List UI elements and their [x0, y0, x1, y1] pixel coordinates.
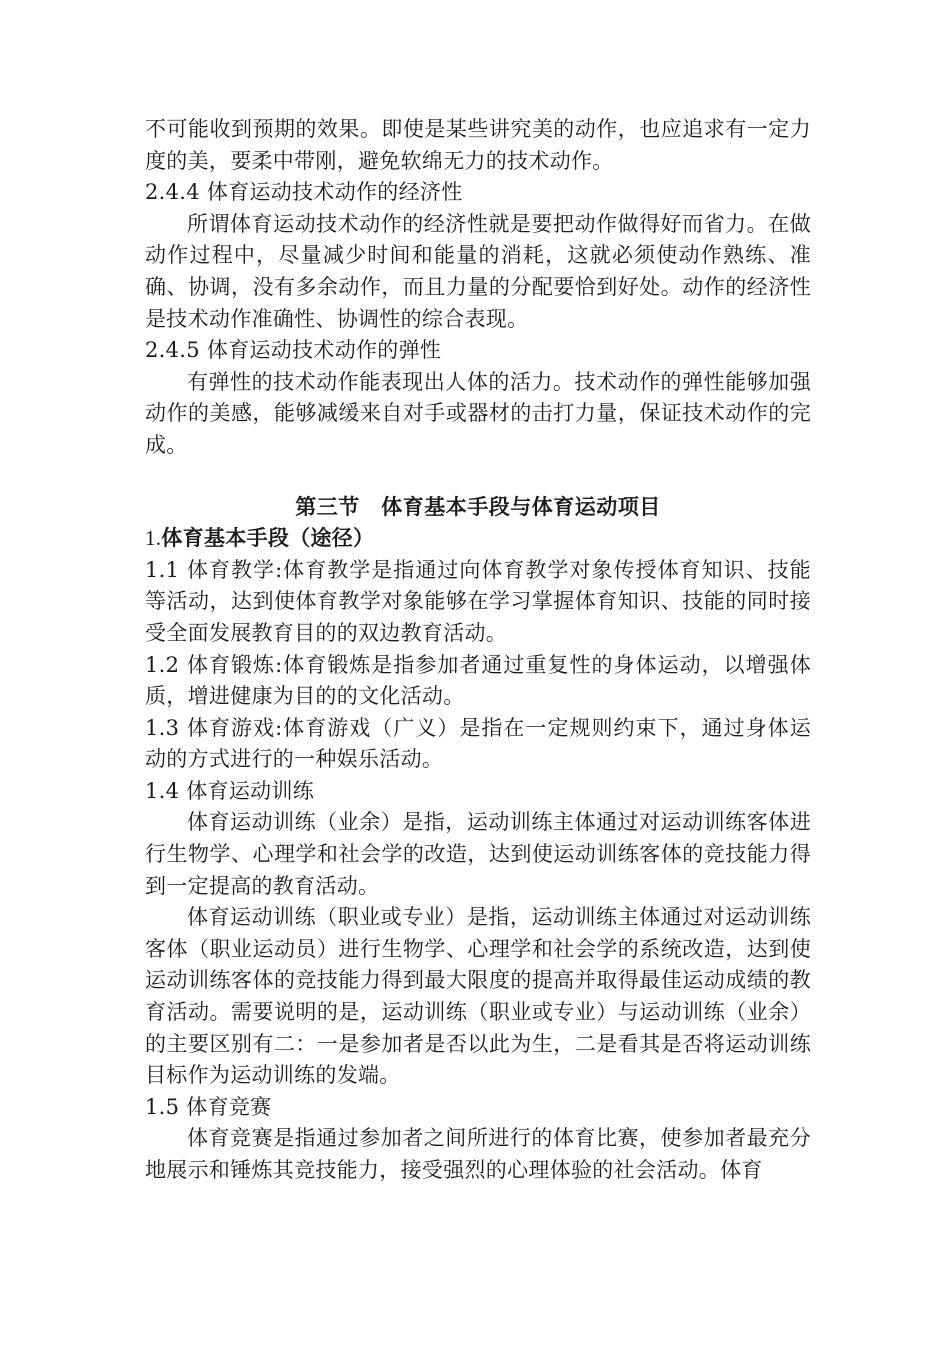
continuation-paragraph: 不可能收到预期的效果。即使是某些讲究美的动作，也应追求有一定力度的美，要柔中带刚，避免软绵无力的技术动作。 — [145, 117, 811, 173]
paragraph-1-1: 1.1 体育教学:体育教学是指通过向体育教学对象传授体育知识、技能等活动，达到使体育教学对象能够在学习掌握体育知识、技能的同时接受全面发展教育目的的双边教育活动。 — [145, 557, 811, 645]
heading-1-basic-means — [145, 523, 811, 555]
paragraph-1-5: 体育竞赛是指通过参加者之间所进行的体育比赛，使参加者最充分地展示和锤炼其竞技能力，接受强烈的心理体验的社会活动。体育 — [145, 1126, 811, 1182]
paragraph-2-4-4: 所谓体育运动技术动作的经济性就是要把动作做得好而省力。在做动作过程中，尽量减少时间和能量的消耗，这就必须使动作熟练、准确、协调，没有多余动作，而且力量的分配要恰到好处。动作的经济性是技术动作准确性、协调性的综合表现。 — [145, 211, 811, 331]
paragraph-1-3: 1.3 体育游戏:体育游戏（广义）是指在一定规则约束下，通过身体运动的方式进行的一种娱乐活动。 — [145, 715, 811, 772]
heading-2-4-4: 2.4.4 体育运动技术动作的经济性 — [145, 180, 463, 205]
heading-2-4-5: 2.4.5 体育运动技术动作的弹性 — [145, 338, 442, 363]
paragraph-2-4-5: 有弹性的技术动作能表现出人体的活力。技术动作的弹性能够加强动作的美感，能够减缓来自对手或器材的击打力量，保证技术动作的完成。 — [145, 369, 811, 457]
heading-1-4: 1.4 体育运动训练 — [145, 778, 315, 803]
heading-1-text: 体育基本手段（途径） — [161, 526, 375, 551]
heading-1-number: 1. — [145, 526, 162, 551]
paragraph-1-4-a: 体育运动训练（业余）是指，运动训练主体通过对运动训练客体进行生物学、心理学和社会学的改造，达到使运动训练客体的竞技能力得到一定提高的教育活动。 — [145, 810, 811, 898]
section-title: 第三节 体育基本手段与体育运动项目 — [295, 494, 661, 519]
document-page — [145, 114, 811, 1187]
paragraph-1-4-b: 体育运动训练（职业或专业）是指，运动训练主体通过对运动训练客体（职业运动员）进行生物学、心理学和社会学的系统改造，达到使运动训练客体的竞技能力得到最大限度的提高并取得最佳运动成绩的教育活动。需要说明的是，运动训练（职业或专业）与运动训练（业余）的主要区别有二：一是参加者是否以此为生，二是看其是否将运动训练目标作为运动训练的发端。 — [145, 905, 811, 1088]
heading-1-5: 1.5 体育竞赛 — [145, 1094, 272, 1119]
paragraph-1-2: 1.2 体育锻炼:体育锻炼是指参加者通过重复性的身体运动，以增强体质，增进健康为目的的文化活动。 — [145, 652, 811, 709]
